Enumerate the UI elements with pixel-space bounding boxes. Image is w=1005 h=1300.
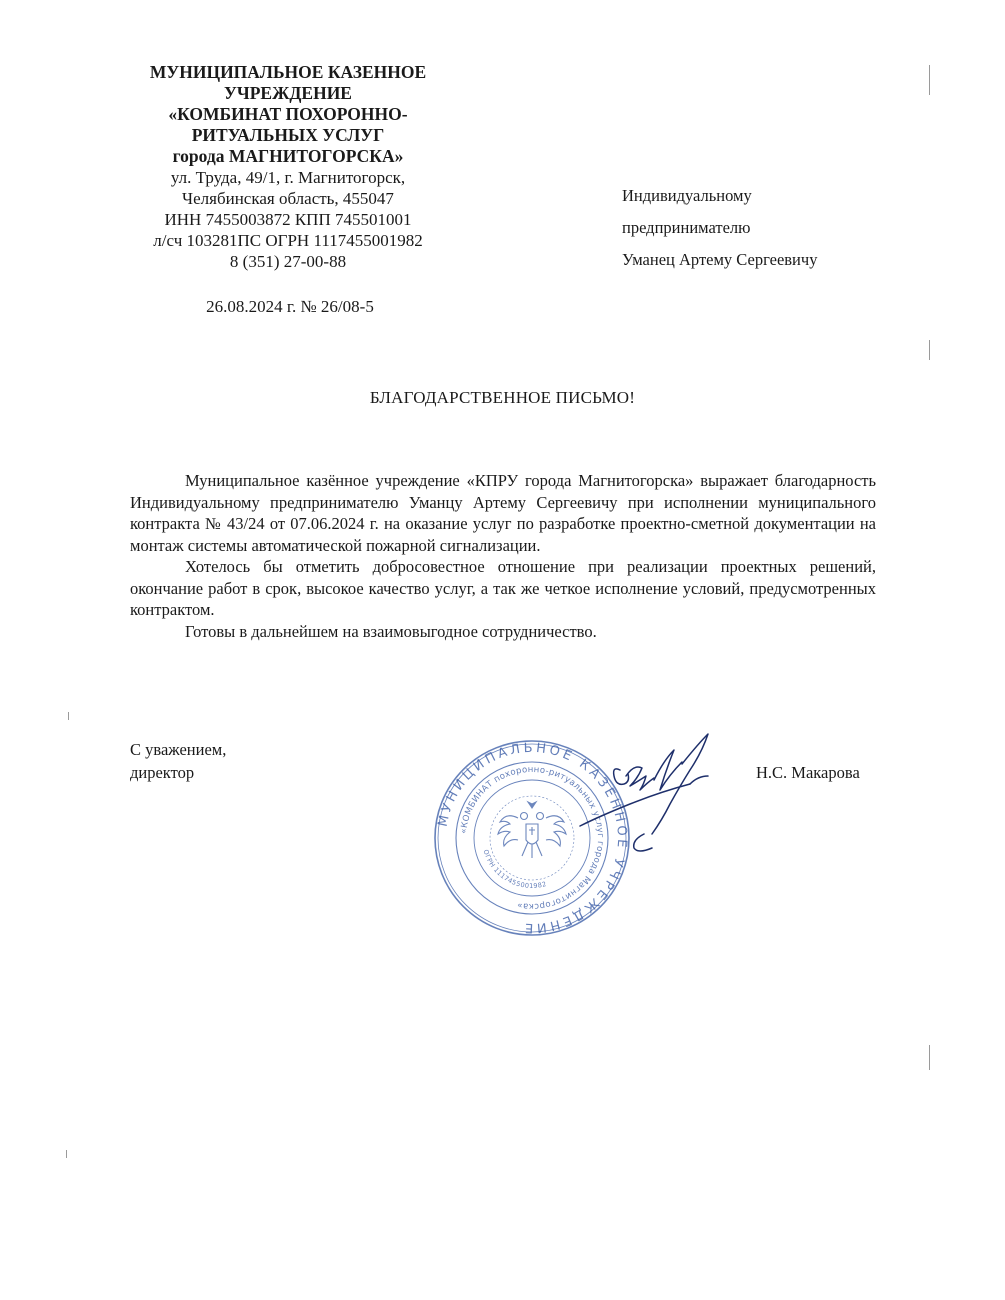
scan-margin-mark: [929, 340, 930, 360]
sender-address: ул. Труда, 49/1, г. Магнитогорск,: [170, 168, 406, 187]
svg-text:ОГРН 1117455001982: [482, 849, 548, 890]
body-paragraph: Хотелось бы отметить добросовестное отношение при реализации проектных решений, окончание работ в срок, высокое качество услуг, а так же четкое исполнение условий, предусмотренных контрактом.: [130, 557, 876, 619]
scan-margin-mark: [929, 65, 930, 95]
org-name-line: УЧРЕЖДЕНИЕ: [224, 83, 352, 103]
org-name-line: РИТУАЛЬНЫХ УСЛУГ: [191, 125, 385, 145]
letter-title: БЛАГОДАРСТВЕННОЕ ПИСЬМО!: [369, 388, 636, 407]
sender-inn-kpp: ИНН 7455003872 КПП 745501001: [164, 210, 412, 229]
scan-margin-mark: [66, 1150, 67, 1158]
sender-account-ogrn: л/сч 103281ПС ОГРН 1117455001982: [153, 231, 423, 250]
stamp-inner-text: «КОМБИНАТ похоронно-ритуальных услуг города Магнитогорска»: [459, 764, 606, 912]
addressee-line: Индивидуальному: [622, 186, 752, 205]
signer-name: Н.С. Макарова: [756, 763, 860, 782]
org-name-line: города МАГНИТОГОРСКА»: [172, 146, 404, 166]
letter-reference: 26.08.2024 г. № 26/08-5: [206, 297, 374, 316]
sender-phone: 8 (351) 27-00-88: [229, 252, 347, 271]
stamp-outer-text: МУНИЦИПАЛЬНОЕ КАЗЕННОЕ УЧРЕЖДЕНИЕ: [435, 740, 630, 936]
org-name-line: МУНИЦИПАЛЬНОЕ КАЗЕННОЕ: [149, 62, 427, 82]
coat-of-arms-icon: [498, 802, 566, 858]
scan-margin-mark: [68, 712, 69, 720]
addressee-line: Уманец Артему Сергеевичу: [622, 250, 818, 269]
sender-address: Челябинская область, 455047: [182, 189, 394, 208]
addressee-block: [622, 180, 817, 276]
director-signature: [560, 728, 750, 858]
scan-margin-mark: [929, 1045, 930, 1070]
signer-position: директор: [130, 763, 195, 782]
closing-line: С уважением,: [130, 740, 227, 759]
sender-block: [118, 62, 458, 272]
addressee-line: предпринимателю: [622, 218, 751, 237]
closing-block: [130, 738, 226, 784]
body-paragraph: Муниципальное казённое учреждение «КПРУ города Магнитогорска» выражает благодарность Индивидуальному предпринимателю Уманцу Артему Сергеевичу при исполнении муниципального контракта № 43/24 от 07.06.2024 г. на оказание услуг по разработке проектно-сметной документации на монтаж системы автоматической пожарной сигнализации.: [130, 471, 876, 555]
body-paragraph: Готовы в дальнейшем на взаимовыгодное сотрудничество.: [185, 621, 597, 641]
letter-body: [130, 470, 876, 642]
org-name-line: «КОМБИНАТ ПОХОРОННО-: [168, 104, 408, 124]
stamp-ogrn-text: ОГРН 1117455001982: [481, 848, 548, 891]
